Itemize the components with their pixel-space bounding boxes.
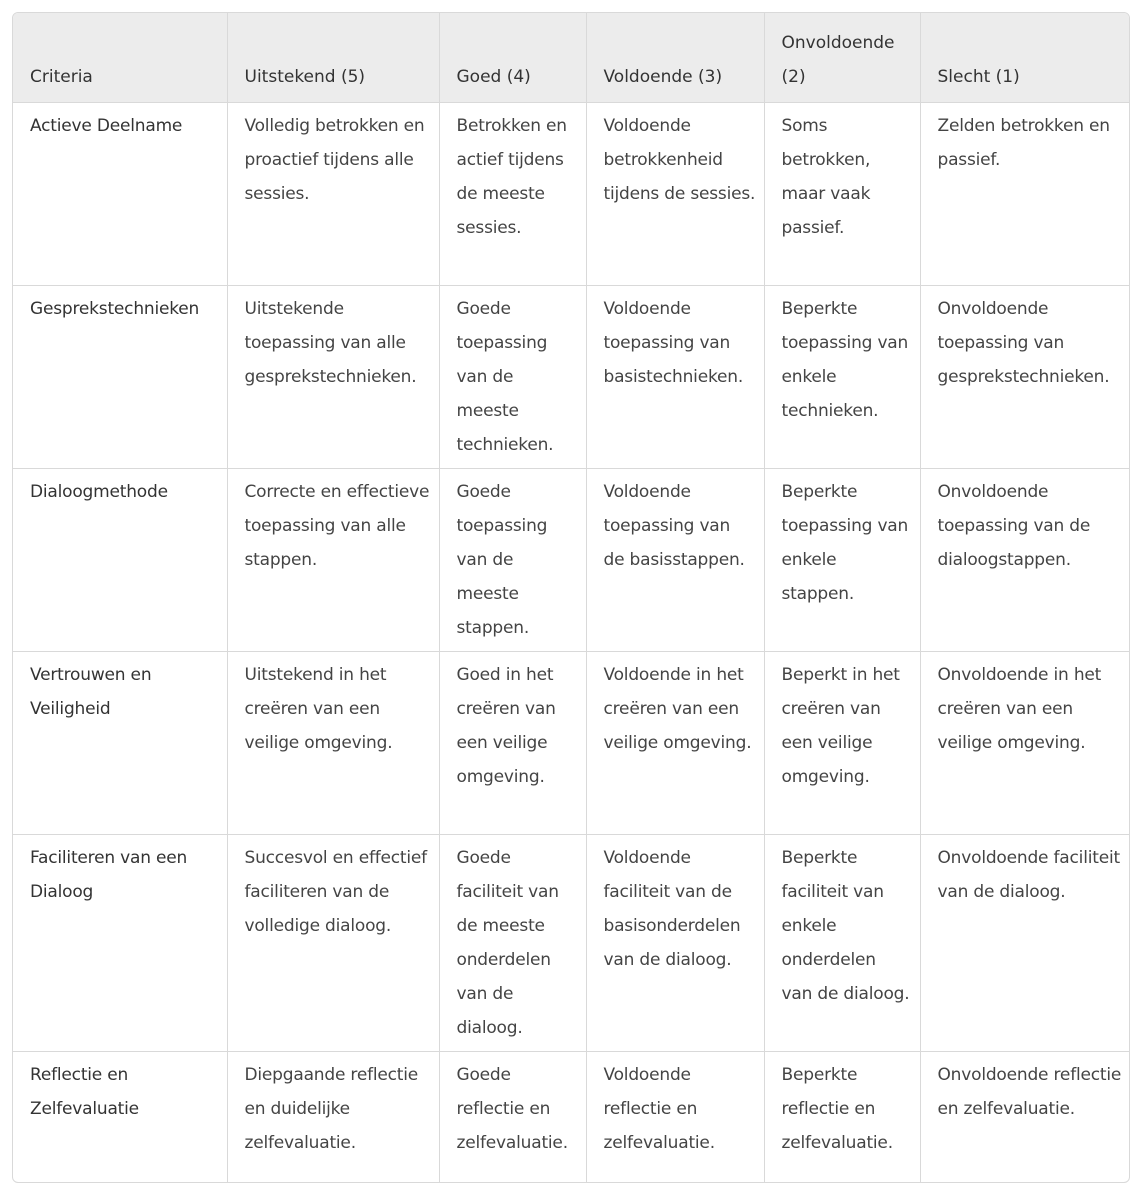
table-cell: Beperkte reflectie en zelfevaluatie. bbox=[764, 1052, 920, 1184]
table-cell: Succesvol en effectief faciliteren van de volledige dialoog. bbox=[227, 835, 439, 1052]
table-cell: Diepgaande reflectie en duidelijke zelfevaluatie. bbox=[227, 1052, 439, 1184]
table-cell: Onvoldoende in het creëren van een veilige omgeving. bbox=[920, 652, 1130, 835]
table-cell: Onvoldoende toepassing van gesprekstechnieken. bbox=[920, 286, 1130, 469]
table-cell: Voldoende reflectie en zelfevaluatie. bbox=[586, 1052, 764, 1184]
table-row bbox=[13, 835, 1130, 1052]
header-insufficient: Onvoldoende (2) bbox=[764, 13, 920, 103]
table-cell: Uitstekende toepassing van alle gesprekstechnieken. bbox=[227, 286, 439, 469]
table-cell: Goede reflectie en zelfevaluatie. bbox=[439, 1052, 586, 1184]
header-criteria: Criteria bbox=[13, 13, 227, 103]
table-row bbox=[13, 652, 1130, 835]
header-row bbox=[13, 13, 1130, 103]
criterion-cell: Gesprekstechnieken bbox=[13, 286, 227, 469]
table-cell: Onvoldoende faciliteit van de dialoog. bbox=[920, 835, 1130, 1052]
table-cell: Goede toepassing van de meeste stappen. bbox=[439, 469, 586, 652]
table-row bbox=[13, 286, 1130, 469]
rubric-table-container bbox=[12, 12, 1130, 1183]
criterion-cell: Vertrouwen en Veiligheid bbox=[13, 652, 227, 835]
criterion-cell: Actieve Deelname bbox=[13, 103, 227, 286]
table-cell: Volledig betrokken en proactief tijdens alle sessies. bbox=[227, 103, 439, 286]
header-sufficient: Voldoende (3) bbox=[586, 13, 764, 103]
header-poor: Slecht (1) bbox=[920, 13, 1130, 103]
table-cell: Beperkte toepassing van enkele technieken. bbox=[764, 286, 920, 469]
table-cell: Voldoende betrokkenheid tijdens de sessies. bbox=[586, 103, 764, 286]
table-row bbox=[13, 469, 1130, 652]
table-cell: Betrokken en actief tijdens de meeste sessies. bbox=[439, 103, 586, 286]
table-cell: Voldoende in het creëren van een veilige omgeving. bbox=[586, 652, 764, 835]
criterion-cell: Dialoogmethode bbox=[13, 469, 227, 652]
header-excellent: Uitstekend (5) bbox=[227, 13, 439, 103]
table-header bbox=[13, 13, 1130, 103]
criterion-cell: Faciliteren van een Dialoog bbox=[13, 835, 227, 1052]
table-cell: Onvoldoende reflectie en zelfevaluatie. bbox=[937, 1065, 1122, 1119]
header-good: Goed (4) bbox=[439, 13, 586, 103]
table-cell: Beperkte faciliteit van enkele onderdelen van de dialoog. bbox=[764, 835, 920, 1052]
table-row bbox=[13, 103, 1130, 286]
table-cell: Voldoende faciliteit van de basisonderdelen van de dialoog. bbox=[586, 835, 764, 1052]
table-cell: Onvoldoende toepassing van de dialoogstappen. bbox=[920, 469, 1130, 652]
table-cell: Correcte en effectieve toepassing van alle stappen. bbox=[227, 469, 439, 652]
table-body bbox=[13, 103, 1130, 1184]
table-cell: Voldoende toepassing van basistechnieken. bbox=[586, 286, 764, 469]
table-cell: Goede faciliteit van de meeste onderdelen van de dialoog. bbox=[439, 835, 586, 1052]
table-cell: Soms betrokken, maar vaak passief. bbox=[764, 103, 920, 286]
table-cell: Uitstekend in het creëren van een veilige omgeving. bbox=[227, 652, 439, 835]
table-cell: Voldoende toepassing van de basisstappen. bbox=[586, 469, 764, 652]
table-cell: Beperkte toepassing van enkele stappen. bbox=[764, 469, 920, 652]
rubric-table bbox=[13, 13, 1130, 1183]
table-cell: Goed in het creëren van een veilige omgeving. bbox=[439, 652, 586, 835]
table-row bbox=[13, 1052, 1130, 1184]
table-cell: Zelden betrokken en passief. bbox=[920, 103, 1130, 286]
criterion-cell: Reflectie en Zelfevaluatie bbox=[13, 1052, 227, 1184]
table-cell: Beperkt in het creëren van een veilige omgeving. bbox=[764, 652, 920, 835]
table-cell: Goede toepassing van de meeste technieken. bbox=[439, 286, 586, 469]
